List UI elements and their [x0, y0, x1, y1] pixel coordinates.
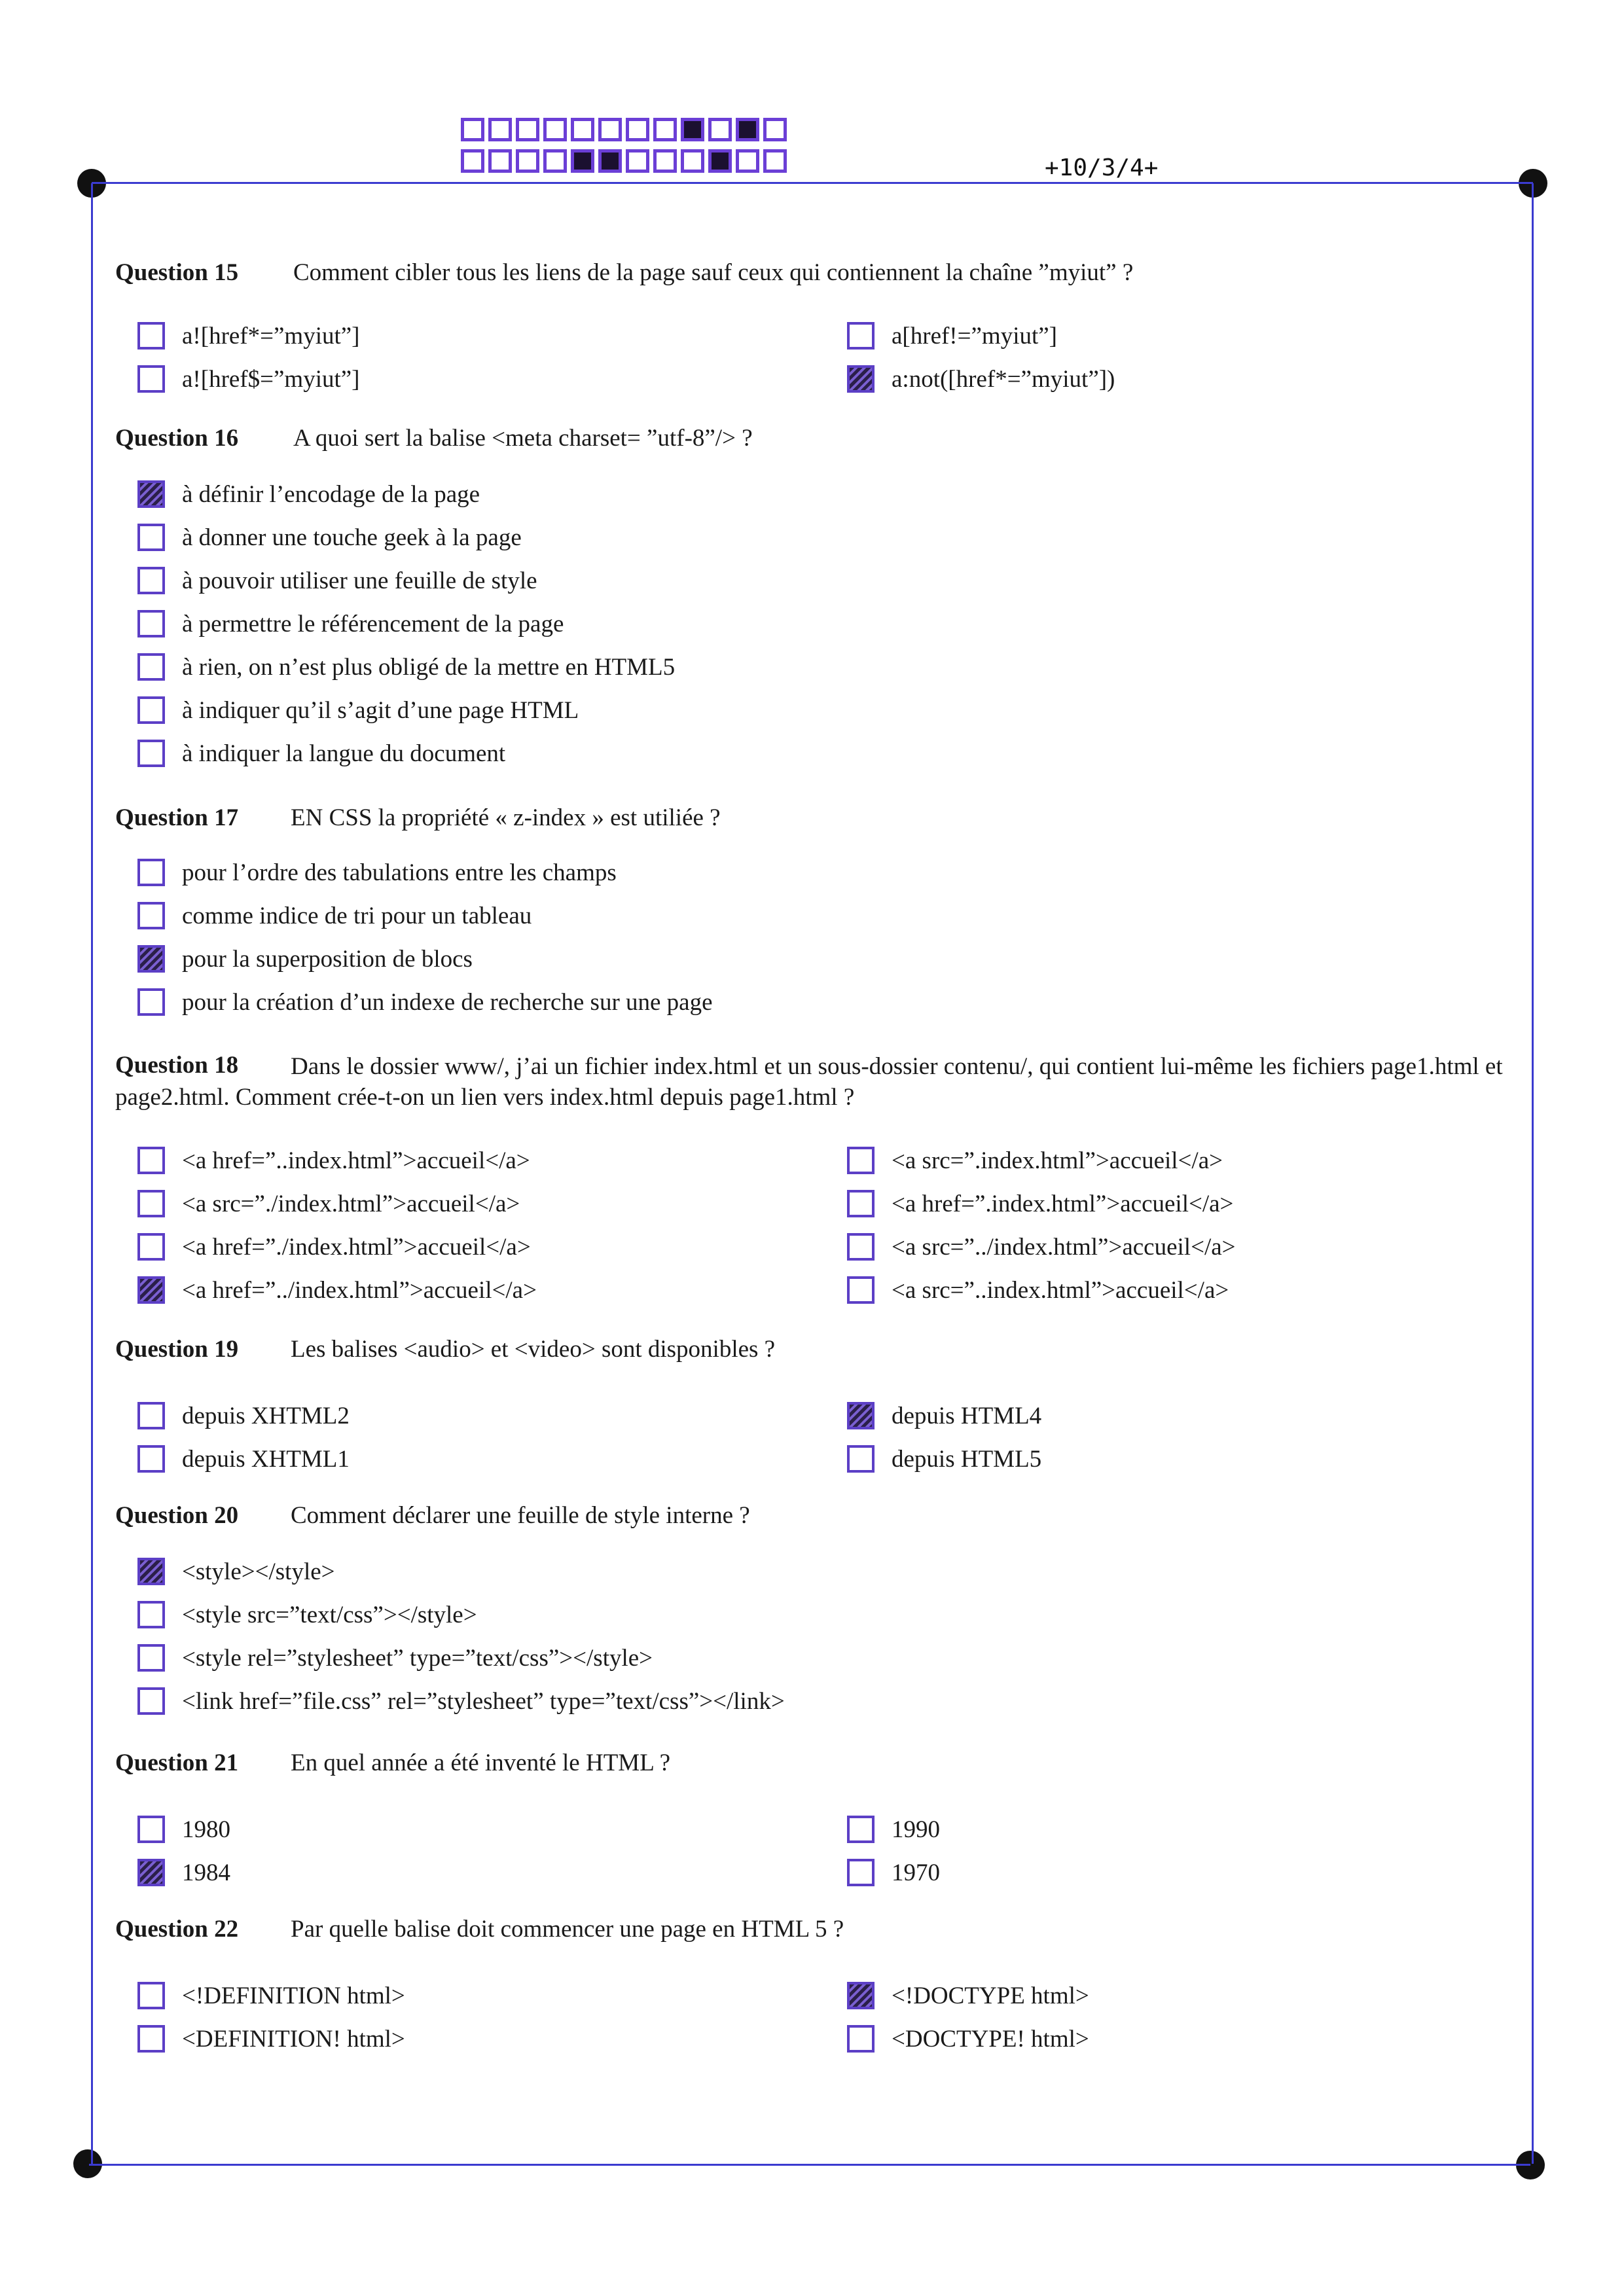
- option-label: à indiquer qu’il s’agit d’une page HTML: [182, 696, 579, 724]
- checkbox[interactable]: [847, 1859, 875, 1886]
- option-label: a:not([href*=”myiut”]): [892, 365, 1115, 393]
- code-square: [626, 118, 649, 141]
- checkbox-checked[interactable]: [137, 1276, 165, 1304]
- option-label: pour l’ordre des tabulations entre les champs: [182, 859, 617, 886]
- code-square: [763, 149, 787, 173]
- question-21-option[interactable]: [847, 1813, 940, 1846]
- checkbox[interactable]: [847, 1276, 875, 1304]
- code-square: [516, 149, 539, 173]
- frame-top: [92, 182, 1533, 184]
- code-row-1: [461, 118, 787, 141]
- question-22-option[interactable]: [847, 1979, 1089, 2012]
- option-label: a[href!=”myiut”]: [892, 322, 1058, 350]
- option-label: <link href=”file.css” rel=”stylesheet” type=”text/css”></link>: [182, 1687, 785, 1715]
- question-16-option[interactable]: [137, 737, 505, 770]
- question-20-option[interactable]: [137, 1641, 653, 1674]
- code-square: [598, 149, 622, 173]
- checkbox[interactable]: [137, 1445, 165, 1473]
- question-22-option[interactable]: [137, 1979, 405, 2012]
- option-label: <DOCTYPE! html>: [892, 2025, 1089, 2053]
- checkbox-checked[interactable]: [137, 1558, 165, 1585]
- checkbox[interactable]: [137, 1982, 165, 2009]
- checkbox-checked[interactable]: [137, 480, 165, 508]
- checkbox[interactable]: [137, 365, 165, 393]
- question-19-number: Question 19: [115, 1336, 239, 1363]
- code-square: [571, 149, 594, 173]
- question-20-option[interactable]: [137, 1598, 477, 1631]
- option-label: a![href*=”myiut”]: [182, 322, 360, 350]
- code-square: [681, 118, 704, 141]
- checkbox[interactable]: [137, 902, 165, 929]
- option-label: à définir l’encodage de la page: [182, 480, 480, 508]
- question-18-option[interactable]: [137, 1274, 537, 1306]
- option-label: depuis HTML5: [892, 1445, 1042, 1473]
- question-19-option[interactable]: [137, 1443, 350, 1475]
- code-square: [736, 149, 759, 173]
- question-21-option[interactable]: [137, 1813, 230, 1846]
- option-label: 1970: [892, 1859, 940, 1886]
- option-label: <a src=”..index.html”>accueil</a>: [892, 1276, 1229, 1304]
- question-16-text: A quoi sert la balise <meta charset= ”utf-8”/> ?: [293, 425, 753, 452]
- option-label: à donner une touche geek à la page: [182, 524, 522, 551]
- question-18-option[interactable]: [137, 1230, 531, 1263]
- checkbox[interactable]: [847, 1190, 875, 1217]
- option-label: à indiquer la langue du document: [182, 740, 506, 767]
- question-15-text: Comment cibler tous les liens de la page sauf ceux qui contiennent la chaîne ”myiut” ?: [293, 259, 1134, 286]
- option-label: <a src=”../index.html”>accueil</a>: [892, 1233, 1236, 1261]
- question-16-option[interactable]: [137, 521, 522, 554]
- option-label: <a href=”..index.html”>accueil</a>: [182, 1147, 530, 1174]
- checkbox[interactable]: [137, 988, 165, 1016]
- code-square: [626, 149, 649, 173]
- question-17-number: Question 17: [115, 804, 239, 831]
- frame-left: [91, 183, 93, 2164]
- checkbox[interactable]: [847, 1816, 875, 1843]
- checkbox[interactable]: [137, 610, 165, 637]
- code-square: [488, 149, 512, 173]
- option-label: <style></style>: [182, 1558, 335, 1585]
- question-20-number: Question 20: [115, 1502, 239, 1529]
- question-21-option[interactable]: [847, 1856, 940, 1889]
- option-label: <!DEFINITION html>: [182, 1982, 405, 2009]
- question-22-text: Par quelle balise doit commencer une page en HTML 5 ?: [291, 1916, 844, 1943]
- checkbox[interactable]: [137, 1816, 165, 1843]
- option-label: à rien, on n’est plus obligé de la mettre en HTML5: [182, 653, 676, 681]
- checkbox[interactable]: [847, 1147, 875, 1174]
- question-16-option[interactable]: [137, 564, 537, 597]
- code-row-2: [461, 149, 787, 173]
- page-id: +10/3/4+: [1045, 154, 1159, 181]
- question-20-option[interactable]: [137, 1685, 785, 1717]
- checkbox[interactable]: [137, 1687, 165, 1715]
- question-20-text: Comment déclarer une feuille de style interne ?: [291, 1502, 750, 1529]
- question-15-option[interactable]: [137, 363, 360, 395]
- question-17-option[interactable]: [137, 986, 713, 1018]
- frame-bottom: [89, 2164, 1530, 2166]
- option-label: 1980: [182, 1816, 230, 1843]
- question-18-option[interactable]: [137, 1144, 530, 1177]
- option-label: pour la superposition de blocs: [182, 945, 473, 973]
- question-18-number: Question 18: [115, 1052, 239, 1079]
- option-label: depuis XHTML1: [182, 1445, 350, 1473]
- checkbox[interactable]: [847, 2025, 875, 2053]
- question-18-option[interactable]: [847, 1274, 1229, 1306]
- code-square: [653, 149, 677, 173]
- question-18-option[interactable]: [847, 1187, 1233, 1220]
- code-square: [516, 118, 539, 141]
- question-21-text: En quel année a été inventé le HTML ?: [291, 1749, 671, 1776]
- frame-right: [1532, 183, 1534, 2164]
- question-22-option[interactable]: [137, 2022, 405, 2055]
- code-square: [681, 149, 704, 173]
- code-square: [571, 118, 594, 141]
- option-label: 1984: [182, 1859, 230, 1886]
- checkbox[interactable]: [137, 1147, 165, 1174]
- checkbox[interactable]: [137, 1402, 165, 1429]
- checkbox[interactable]: [137, 524, 165, 551]
- checkbox[interactable]: [137, 740, 165, 767]
- option-label: <style rel=”stylesheet” type=”text/css”></style>: [182, 1644, 653, 1672]
- question-22-number: Question 22: [115, 1916, 239, 1943]
- option-label: <a href=”.index.html”>accueil</a>: [892, 1190, 1234, 1217]
- code-square: [708, 149, 732, 173]
- option-label: <a src=”./index.html”>accueil</a>: [182, 1190, 520, 1217]
- checkbox-checked[interactable]: [847, 1402, 875, 1429]
- question-17-option[interactable]: [137, 899, 532, 932]
- question-22-option[interactable]: [847, 2022, 1089, 2055]
- code-square: [763, 118, 787, 141]
- code-square: [488, 118, 512, 141]
- option-label: à pouvoir utiliser une feuille de style: [182, 567, 537, 594]
- question-19-option[interactable]: [137, 1399, 350, 1432]
- question-17-option[interactable]: [137, 942, 473, 975]
- code-square: [736, 118, 759, 141]
- question-16-option[interactable]: [137, 651, 675, 683]
- checkbox[interactable]: [137, 2025, 165, 2053]
- option-label: comme indice de tri pour un tableau: [182, 902, 532, 929]
- question-17-option[interactable]: [137, 856, 617, 889]
- question-18-text: Dans le dossier www/, j’ai un fichier index.html et un sous-dossier contenu/, qui contient lui-même les fichiers page1.html et page2.html. Comment crée-t-on un lien vers index.html depuis page1.html ?: [115, 1053, 1503, 1111]
- question-18-option[interactable]: [137, 1187, 520, 1220]
- option-label: pour la création d’un indexe de recherche sur une page: [182, 988, 713, 1016]
- question-17-text: EN CSS la propriété « z-index » est utiliée ?: [291, 804, 721, 831]
- code-square: [461, 118, 484, 141]
- checkbox[interactable]: [847, 1445, 875, 1473]
- question-15-option[interactable]: [847, 363, 1115, 395]
- option-label: depuis HTML4: [892, 1402, 1042, 1429]
- checkbox[interactable]: [847, 1233, 875, 1261]
- checkbox[interactable]: [137, 696, 165, 724]
- checkbox[interactable]: [137, 322, 165, 350]
- question-15-option[interactable]: [137, 319, 360, 352]
- question-16-option[interactable]: [137, 607, 564, 640]
- checkbox[interactable]: [847, 322, 875, 350]
- option-label: a![href$=”myiut”]: [182, 365, 360, 393]
- checkbox-checked[interactable]: [137, 945, 165, 973]
- checkbox[interactable]: [137, 653, 165, 681]
- question-16-option[interactable]: [137, 478, 480, 511]
- option-label: <a href=”./index.html”>accueil</a>: [182, 1233, 531, 1261]
- option-label: 1990: [892, 1816, 940, 1843]
- checkbox[interactable]: [137, 1601, 165, 1628]
- question-19-text: Les balises <audio> et <video> sont disponibles ?: [291, 1336, 776, 1363]
- code-square: [543, 118, 567, 141]
- checkbox[interactable]: [137, 1190, 165, 1217]
- option-label: <a src=”.index.html”>accueil</a>: [892, 1147, 1223, 1174]
- checkbox[interactable]: [137, 1644, 165, 1672]
- question-15-number: Question 15: [115, 259, 239, 286]
- option-label: <a href=”../index.html”>accueil</a>: [182, 1276, 537, 1304]
- checkbox[interactable]: [137, 567, 165, 594]
- question-21-option[interactable]: [137, 1856, 230, 1889]
- question-20-option[interactable]: [137, 1555, 335, 1588]
- option-label: <style src=”text/css”></style>: [182, 1601, 477, 1628]
- question-18-option[interactable]: [847, 1230, 1236, 1263]
- code-square: [708, 118, 732, 141]
- checkbox-checked[interactable]: [847, 1982, 875, 2009]
- checkbox[interactable]: [137, 1233, 165, 1261]
- question-19-option[interactable]: [847, 1443, 1041, 1475]
- option-label: <!DOCTYPE html>: [892, 1982, 1089, 2009]
- question-16-option[interactable]: [137, 694, 579, 726]
- checkbox[interactable]: [137, 859, 165, 886]
- code-square: [543, 149, 567, 173]
- code-square: [598, 118, 622, 141]
- question-15-option[interactable]: [847, 319, 1057, 352]
- question-21-number: Question 21: [115, 1749, 239, 1776]
- option-label: <DEFINITION! html>: [182, 2025, 405, 2053]
- option-label: à permettre le référencement de la page: [182, 610, 564, 637]
- question-16-number: Question 16: [115, 425, 239, 452]
- checkbox-checked[interactable]: [137, 1859, 165, 1886]
- checkbox-checked[interactable]: [847, 365, 875, 393]
- code-square: [461, 149, 484, 173]
- question-19-option[interactable]: [847, 1399, 1041, 1432]
- code-square: [653, 118, 677, 141]
- option-label: depuis XHTML2: [182, 1402, 350, 1429]
- question-18-option[interactable]: [847, 1144, 1223, 1177]
